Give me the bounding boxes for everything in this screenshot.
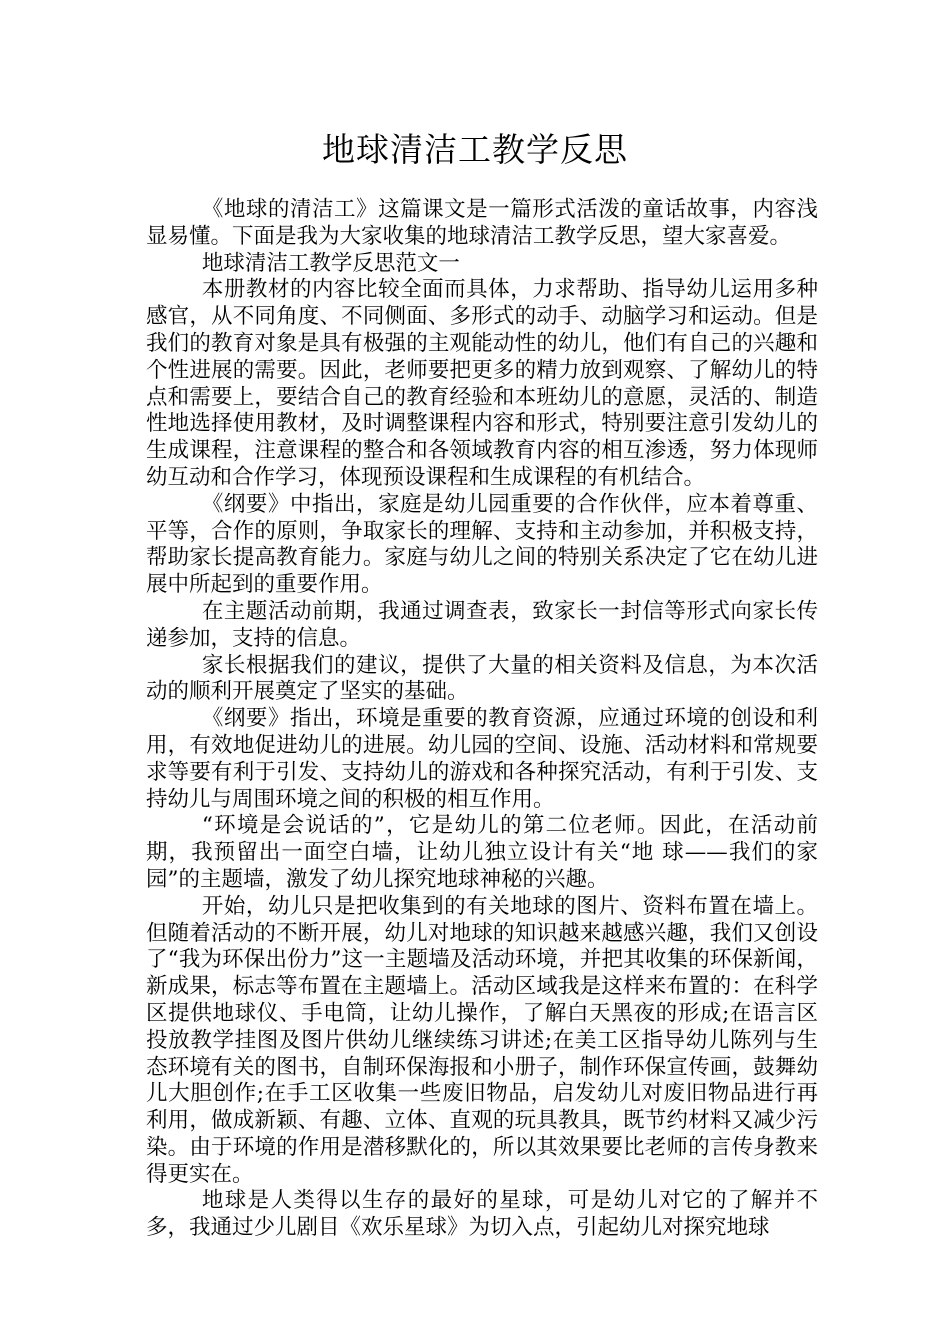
paragraph: 《纲要》中指出，家庭是幼儿园重要的合作伙伴，应本着尊重、平等，合作的原则，争取家长的理解、支持和主动参加，并积极支持，帮助家长提高教育能力。家庭与幼儿之间的特别关系决定了它在幼儿进展中所起到的重要作用。 [146,491,818,598]
paragraph: 在主题活动前期，我通过调查表，致家长一封信等形式向家长传递参加，支持的信息。 [146,598,818,651]
paragraph-intro: 《地球的清洁工》这篇课文是一篇形式活泼的童话故事，内容浅显易懂。下面是我为大家收集的地球清洁工教学反思，望大家喜爱。 [146,197,818,249]
paragraph: “环境是会说话的”，它是幼儿的第二位老师。因此，在活动前期，我预留出一面空白墙，让幼儿独立设计有关“地 球——我们的家园”的主题墙，激发了幼儿探究地球神秘的兴趣。 [146,813,818,892]
document-body [146,197,818,1242]
document-title: 地球清洁工教学反思 [322,130,628,169]
paragraph: 《纲要》指出，环境是重要的教育资源，应通过环境的创设和利用，有效地促进幼儿的进展。幼儿园的空间、设施、活动材料和常规要求等要有利于引发、支持幼儿的游戏和各种探究活动，有利于引发、支持幼儿与周围环境之间的积极的相互作用。 [146,706,818,812]
paragraph: 开始，幼儿只是把收集到的有关地球的图片、资料布置在墙上。但随着活动的不断开展，幼儿对地球的知识越来越感兴趣，我们又创设了“我为环保出份力”这一主题墙及活动环境，并把其收集的环保新闻，新成果，标志等布置在主题墙上。活动区域我是这样来布置的：在科学区提供地球仪、手电筒，让幼儿操作，了解白天黑夜的形成;在语言区投放教学挂图及图片供幼儿继续练习讲述;在美工区指导幼儿陈列与生态环境有关的图书，自制环保海报和小册子，制作环保宣传画，鼓舞幼儿大胆创作;在手工区收集一些废旧物品，启发幼儿对废旧物品进行再利用，做成新颖、有趣、立体、直观的玩具教具，既节约材料又减少污染。由于环境的作用是潜移默化的，所以其效果要比老师的言传身教来得更实在。 [146,893,818,1187]
paragraph: 本册教材的内容比较全面而具体，力求帮助、指导幼儿运用多种感官，从不同角度、不同侧面、多形式的动手、动脑学习和运动。但是我们的教育对象是具有极强的主观能动性的幼儿，他们有自己的兴趣和个性进展的需要。因此，老师要把更多的精力放到观察、了解幼儿的特点和需要上，要结合自己的教育经验和本班幼儿的意愿，灵活的、制造性地选择使用教材，及时调整课程内容和形式，特别要注意引发幼儿的生成课程，注意课程的整合和各领域教育内容的相互渗透，努力体现师幼互动和合作学习，体现预设课程和生成课程的有机结合。 [146,277,818,490]
paragraph: 家长根据我们的建议，提供了大量的相关资料及信息，为本次活动的顺利开展奠定了坚实的基础。 [146,652,818,705]
paragraph: 地球是人类得以生存的最好的星球，可是幼儿对它的了解并不多，我通过少儿剧目《欢乐星球》为切入点，引起幼儿对探究地球 [146,1188,818,1241]
paragraph-subheading: 地球清洁工教学反思范文一 [201,250,460,276]
